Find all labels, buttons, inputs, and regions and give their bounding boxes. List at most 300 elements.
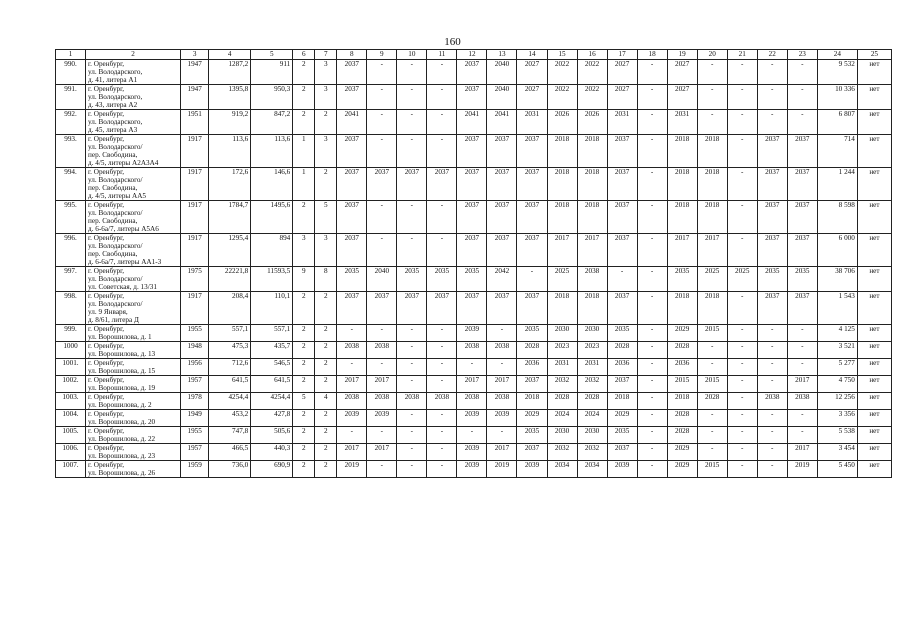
value-cell-c9: 2039 [367, 410, 397, 427]
value-cell-c12: 2041 [457, 110, 487, 135]
value-cell-c17: - [607, 267, 637, 292]
row-number-cell: 992. [56, 110, 86, 135]
value-cell-c9: - [367, 110, 397, 135]
area-living-cell: 894 [251, 234, 293, 267]
status-cell: нет [857, 234, 891, 267]
value-cell-c18: - [637, 292, 667, 325]
value-cell-c20: 2015 [697, 376, 727, 393]
value-cell-c23: - [787, 110, 817, 135]
value-cell-c8: - [337, 427, 367, 444]
area-total-cell: 1395,8 [209, 85, 251, 110]
column-header: 8 [337, 50, 367, 60]
address-cell: г. Оренбург, ул. Ворошилова, д. 1 [86, 325, 181, 342]
value-cell-c23: 2017 [787, 444, 817, 461]
value-cell-c15: 2022 [547, 60, 577, 85]
value-cell-c22: 2037 [757, 168, 787, 201]
row-number-cell: 1004. [56, 410, 86, 427]
cost-cell: 3 356 [817, 410, 857, 427]
address-cell: г. Оренбург, ул. Ворошилова, д. 22 [86, 427, 181, 444]
value-cell-c13: 2039 [487, 410, 517, 427]
floors-cell: 2 [293, 461, 315, 478]
value-cell-c15: 2030 [547, 325, 577, 342]
column-number-row [56, 50, 892, 60]
value-cell-c22: - [757, 85, 787, 110]
value-cell-c16: 2024 [577, 410, 607, 427]
value-cell-c21: - [727, 292, 757, 325]
value-cell-c18: - [637, 110, 667, 135]
status-cell: нет [857, 325, 891, 342]
value-cell-c13: - [487, 359, 517, 376]
status-cell: нет [857, 410, 891, 427]
status-cell: нет [857, 376, 891, 393]
value-cell-c23: - [787, 359, 817, 376]
area-living-cell: 440,3 [251, 444, 293, 461]
value-cell-c20: 2015 [697, 461, 727, 478]
value-cell-c9: - [367, 461, 397, 478]
value-cell-c8: 2037 [337, 292, 367, 325]
area-living-cell: 427,8 [251, 410, 293, 427]
value-cell-c22: 2037 [757, 234, 787, 267]
value-cell-c15: 2026 [547, 110, 577, 135]
value-cell-c17: 2028 [607, 342, 637, 359]
row-number-cell: 991. [56, 85, 86, 110]
floors-cell: 1 [293, 135, 315, 168]
value-cell-c22: - [757, 325, 787, 342]
value-cell-c14: 2036 [517, 359, 547, 376]
value-cell-c14: 2027 [517, 60, 547, 85]
year-cell: 1955 [181, 325, 209, 342]
area-living-cell: 435,7 [251, 342, 293, 359]
address-cell: г. Оренбург, ул. Ворошилова, д. 15 [86, 359, 181, 376]
year-cell: 1947 [181, 85, 209, 110]
value-cell-c17: 2037 [607, 168, 637, 201]
value-cell-c22: - [757, 410, 787, 427]
value-cell-c16: 2023 [577, 342, 607, 359]
value-cell-c9: 2038 [367, 342, 397, 359]
page-number: 160 [444, 36, 461, 48]
value-cell-c10: - [397, 135, 427, 168]
cost-cell: 10 336 [817, 85, 857, 110]
value-cell-c10: - [397, 461, 427, 478]
value-cell-c20: - [697, 60, 727, 85]
value-cell-c13: 2019 [487, 461, 517, 478]
value-cell-c9: - [367, 234, 397, 267]
value-cell-c9: - [367, 60, 397, 85]
area-total-cell: 557,1 [209, 325, 251, 342]
units-cell: 2 [315, 168, 337, 201]
value-cell-c21: - [727, 376, 757, 393]
value-cell-c9: - [367, 359, 397, 376]
value-cell-c10: - [397, 60, 427, 85]
value-cell-c11: - [427, 60, 457, 85]
value-cell-c17: 2029 [607, 410, 637, 427]
value-cell-c15: 2017 [547, 234, 577, 267]
value-cell-c11: - [427, 444, 457, 461]
value-cell-c16: 2026 [577, 110, 607, 135]
area-living-cell: 546,5 [251, 359, 293, 376]
units-cell: 2 [315, 292, 337, 325]
address-cell: г. Оренбург, ул. Ворошилова, д. 20 [86, 410, 181, 427]
value-cell-c16: 2017 [577, 234, 607, 267]
value-cell-c19: 2018 [667, 168, 697, 201]
value-cell-c22: - [757, 359, 787, 376]
value-cell-c18: - [637, 234, 667, 267]
value-cell-c21: - [727, 135, 757, 168]
row-number-cell: 1006. [56, 444, 86, 461]
address-cell: г. Оренбург, ул. Ворошилова, д. 2 [86, 393, 181, 410]
column-header: 12 [457, 50, 487, 60]
column-header: 4 [209, 50, 251, 60]
value-cell-c21: 2025 [727, 267, 757, 292]
value-cell-c10: - [397, 359, 427, 376]
value-cell-c19: 2029 [667, 325, 697, 342]
units-cell: 2 [315, 427, 337, 444]
address-cell: г. Оренбург, ул. Володарского, д. 41, литера А1 [86, 60, 181, 85]
value-cell-c9: 2017 [367, 376, 397, 393]
value-cell-c12: 2039 [457, 461, 487, 478]
value-cell-c10: - [397, 342, 427, 359]
address-cell: г. Оренбург, ул. Ворошилова, д. 13 [86, 342, 181, 359]
year-cell: 1948 [181, 342, 209, 359]
cost-cell: 3 521 [817, 342, 857, 359]
value-cell-c11: - [427, 85, 457, 110]
column-header: 17 [607, 50, 637, 60]
floors-cell: 2 [293, 325, 315, 342]
floors-cell: 2 [293, 444, 315, 461]
value-cell-c20: 2018 [697, 201, 727, 234]
value-cell-c15: 2018 [547, 292, 577, 325]
value-cell-c16: 2032 [577, 444, 607, 461]
value-cell-c15: 2032 [547, 376, 577, 393]
column-header: 1 [56, 50, 86, 60]
value-cell-c21: - [727, 444, 757, 461]
value-cell-c23: 2037 [787, 135, 817, 168]
value-cell-c20: 2018 [697, 168, 727, 201]
value-cell-c16: 2031 [577, 359, 607, 376]
address-cell: г. Оренбург, ул. Ворошилова, д. 19 [86, 376, 181, 393]
value-cell-c16: 2030 [577, 325, 607, 342]
value-cell-c15: 2034 [547, 461, 577, 478]
row-number-cell: 1002. [56, 376, 86, 393]
value-cell-c12: 2039 [457, 410, 487, 427]
value-cell-c14: 2037 [517, 168, 547, 201]
value-cell-c19: 2029 [667, 461, 697, 478]
value-cell-c23: 2038 [787, 393, 817, 410]
year-cell: 1955 [181, 427, 209, 444]
value-cell-c14: 2037 [517, 234, 547, 267]
value-cell-c21: - [727, 325, 757, 342]
value-cell-c22: 2037 [757, 135, 787, 168]
value-cell-c21: - [727, 60, 757, 85]
value-cell-c22: - [757, 427, 787, 444]
value-cell-c16: 2038 [577, 267, 607, 292]
table-row [56, 234, 892, 267]
status-cell: нет [857, 135, 891, 168]
value-cell-c10: - [397, 410, 427, 427]
floors-cell: 2 [293, 110, 315, 135]
cost-cell: 1 543 [817, 292, 857, 325]
row-number-cell: 998. [56, 292, 86, 325]
column-header: 7 [315, 50, 337, 60]
floors-cell: 2 [293, 85, 315, 110]
value-cell-c10: 2037 [397, 292, 427, 325]
cost-cell: 12 256 [817, 393, 857, 410]
area-total-cell: 22221,8 [209, 267, 251, 292]
floors-cell: 2 [293, 376, 315, 393]
row-number-cell: 995. [56, 201, 86, 234]
address-cell: г. Оренбург, ул. Володарского/ пер. Свободина, д. 4/5, литеры А2А3А4 [86, 135, 181, 168]
value-cell-c15: 2030 [547, 427, 577, 444]
value-cell-c8: 2017 [337, 376, 367, 393]
value-cell-c18: - [637, 444, 667, 461]
address-cell: г. Оренбург, ул. Володарского, д. 45, литера А3 [86, 110, 181, 135]
area-living-cell: 847,2 [251, 110, 293, 135]
status-cell: нет [857, 60, 891, 85]
value-cell-c19: 2028 [667, 427, 697, 444]
value-cell-c13: 2042 [487, 267, 517, 292]
value-cell-c9: - [367, 201, 397, 234]
value-cell-c14: 2031 [517, 110, 547, 135]
value-cell-c13: 2017 [487, 376, 517, 393]
value-cell-c11: - [427, 359, 457, 376]
floors-cell: 2 [293, 342, 315, 359]
value-cell-c14: 2018 [517, 393, 547, 410]
value-cell-c15: 2031 [547, 359, 577, 376]
year-cell: 1947 [181, 60, 209, 85]
year-cell: 1957 [181, 376, 209, 393]
value-cell-c8: 2037 [337, 234, 367, 267]
table-body [56, 60, 892, 478]
status-cell: нет [857, 201, 891, 234]
year-cell: 1951 [181, 110, 209, 135]
value-cell-c16: 2032 [577, 376, 607, 393]
area-total-cell: 1287,2 [209, 60, 251, 85]
value-cell-c16: 2018 [577, 292, 607, 325]
value-cell-c14: 2039 [517, 461, 547, 478]
year-cell: 1917 [181, 135, 209, 168]
area-total-cell: 172,6 [209, 168, 251, 201]
value-cell-c21: - [727, 85, 757, 110]
value-cell-c20: 2018 [697, 292, 727, 325]
row-number-cell: 1007. [56, 461, 86, 478]
value-cell-c19: 2028 [667, 410, 697, 427]
value-cell-c8: 2019 [337, 461, 367, 478]
area-living-cell: 641,5 [251, 376, 293, 393]
value-cell-c17: 2037 [607, 135, 637, 168]
value-cell-c12: 2038 [457, 342, 487, 359]
value-cell-c17: 2037 [607, 234, 637, 267]
value-cell-c18: - [637, 85, 667, 110]
value-cell-c12: 2037 [457, 85, 487, 110]
value-cell-c22: 2035 [757, 267, 787, 292]
value-cell-c20: - [697, 359, 727, 376]
value-cell-c11: - [427, 325, 457, 342]
column-header: 9 [367, 50, 397, 60]
cost-cell: 8 598 [817, 201, 857, 234]
value-cell-c10: 2035 [397, 267, 427, 292]
value-cell-c18: - [637, 376, 667, 393]
value-cell-c8: - [337, 325, 367, 342]
value-cell-c14: 2029 [517, 410, 547, 427]
value-cell-c10: - [397, 427, 427, 444]
row-number-cell: 997. [56, 267, 86, 292]
table-row [56, 444, 892, 461]
value-cell-c22: - [757, 376, 787, 393]
table-row [56, 410, 892, 427]
value-cell-c11: 2037 [427, 292, 457, 325]
cost-cell: 4 125 [817, 325, 857, 342]
area-total-cell: 641,5 [209, 376, 251, 393]
value-cell-c9: - [367, 325, 397, 342]
value-cell-c17: 2018 [607, 393, 637, 410]
floors-cell: 2 [293, 359, 315, 376]
column-header: 20 [697, 50, 727, 60]
value-cell-c22: 2038 [757, 393, 787, 410]
year-cell: 1978 [181, 393, 209, 410]
value-cell-c9: 2038 [367, 393, 397, 410]
value-cell-c19: 2018 [667, 292, 697, 325]
value-cell-c8: 2037 [337, 201, 367, 234]
value-cell-c16: 2018 [577, 168, 607, 201]
area-living-cell: 911 [251, 60, 293, 85]
value-cell-c8: 2035 [337, 267, 367, 292]
year-cell: 1949 [181, 410, 209, 427]
units-cell: 2 [315, 342, 337, 359]
value-cell-c14: 2028 [517, 342, 547, 359]
value-cell-c12: 2037 [457, 201, 487, 234]
value-cell-c16: 2018 [577, 201, 607, 234]
area-total-cell: 475,3 [209, 342, 251, 359]
value-cell-c12: 2037 [457, 292, 487, 325]
value-cell-c12: 2039 [457, 444, 487, 461]
value-cell-c20: 2017 [697, 234, 727, 267]
area-living-cell: 505,6 [251, 427, 293, 444]
value-cell-c9: - [367, 85, 397, 110]
status-cell: нет [857, 267, 891, 292]
value-cell-c18: - [637, 461, 667, 478]
status-cell: нет [857, 359, 891, 376]
status-cell: нет [857, 168, 891, 201]
value-cell-c13: 2017 [487, 444, 517, 461]
table-row [56, 376, 892, 393]
area-total-cell: 747,8 [209, 427, 251, 444]
value-cell-c14: 2037 [517, 376, 547, 393]
value-cell-c23: - [787, 60, 817, 85]
value-cell-c20: - [697, 342, 727, 359]
column-header: 2 [86, 50, 181, 60]
value-cell-c19: 2027 [667, 85, 697, 110]
column-header: 23 [787, 50, 817, 60]
value-cell-c13: 2040 [487, 85, 517, 110]
value-cell-c19: 2029 [667, 444, 697, 461]
value-cell-c23: - [787, 325, 817, 342]
value-cell-c8: 2038 [337, 342, 367, 359]
status-cell: нет [857, 393, 891, 410]
value-cell-c18: - [637, 342, 667, 359]
value-cell-c20: - [697, 410, 727, 427]
value-cell-c17: 2037 [607, 292, 637, 325]
year-cell: 1917 [181, 201, 209, 234]
value-cell-c11: - [427, 427, 457, 444]
value-cell-c21: - [727, 342, 757, 359]
value-cell-c17: 2027 [607, 85, 637, 110]
cost-cell: 5 538 [817, 427, 857, 444]
value-cell-c18: - [637, 410, 667, 427]
value-cell-c16: 2034 [577, 461, 607, 478]
column-header: 6 [293, 50, 315, 60]
table-row [56, 325, 892, 342]
status-cell: нет [857, 444, 891, 461]
value-cell-c23: 2017 [787, 376, 817, 393]
table-row [56, 359, 892, 376]
value-cell-c11: 2037 [427, 168, 457, 201]
value-cell-c18: - [637, 201, 667, 234]
floors-cell: 2 [293, 410, 315, 427]
cost-cell: 6 000 [817, 234, 857, 267]
address-cell: г. Оренбург, ул. Володарского/ пер. Свободина, д. 6-6а/7, литеры АА1-3 [86, 234, 181, 267]
column-header: 25 [857, 50, 891, 60]
value-cell-c14: 2037 [517, 444, 547, 461]
value-cell-c17: 2035 [607, 325, 637, 342]
value-cell-c18: - [637, 168, 667, 201]
value-cell-c23: 2037 [787, 234, 817, 267]
value-cell-c23: 2035 [787, 267, 817, 292]
cost-cell: 5 277 [817, 359, 857, 376]
floors-cell: 9 [293, 267, 315, 292]
value-cell-c10: - [397, 85, 427, 110]
column-header: 13 [487, 50, 517, 60]
value-cell-c20: - [697, 85, 727, 110]
units-cell: 4 [315, 393, 337, 410]
value-cell-c23: 2037 [787, 201, 817, 234]
area-living-cell: 146,6 [251, 168, 293, 201]
value-cell-c13: 2037 [487, 201, 517, 234]
value-cell-c15: 2024 [547, 410, 577, 427]
value-cell-c14: 2035 [517, 427, 547, 444]
table-row [56, 85, 892, 110]
area-living-cell: 113,6 [251, 135, 293, 168]
column-header: 5 [251, 50, 293, 60]
value-cell-c11: - [427, 410, 457, 427]
area-living-cell: 4254,4 [251, 393, 293, 410]
table-row [56, 267, 892, 292]
value-cell-c16: 2022 [577, 60, 607, 85]
value-cell-c15: 2023 [547, 342, 577, 359]
table-row [56, 393, 892, 410]
value-cell-c17: 2036 [607, 359, 637, 376]
value-cell-c21: - [727, 410, 757, 427]
value-cell-c23: - [787, 427, 817, 444]
value-cell-c9: 2037 [367, 292, 397, 325]
row-number-cell: 1005. [56, 427, 86, 444]
value-cell-c10: - [397, 201, 427, 234]
value-cell-c16: 2030 [577, 427, 607, 444]
value-cell-c13: - [487, 427, 517, 444]
value-cell-c14: 2037 [517, 292, 547, 325]
value-cell-c12: 2038 [457, 393, 487, 410]
value-cell-c8: 2037 [337, 85, 367, 110]
value-cell-c23: 2037 [787, 292, 817, 325]
value-cell-c8: 2038 [337, 393, 367, 410]
value-cell-c13: 2037 [487, 292, 517, 325]
area-total-cell: 466,5 [209, 444, 251, 461]
value-cell-c9: 2040 [367, 267, 397, 292]
value-cell-c8: - [337, 359, 367, 376]
year-cell: 1975 [181, 267, 209, 292]
value-cell-c22: - [757, 342, 787, 359]
column-header: 3 [181, 50, 209, 60]
row-number-cell: 993. [56, 135, 86, 168]
